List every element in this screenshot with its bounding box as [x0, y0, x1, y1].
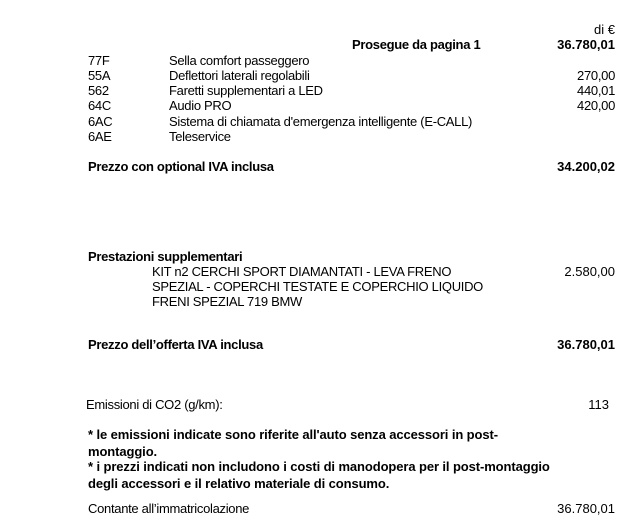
price-with-options-value: 34.200,02	[557, 159, 615, 174]
emissions-note: * le emissioni indicate sono riferite all'auto senza accessori in post-montaggio.	[88, 427, 498, 459]
option-description: Teleservice	[169, 129, 231, 144]
option-code: 6AE	[88, 129, 112, 144]
option-code: 64C	[88, 98, 111, 113]
additional-service-line: FRENI SPEZIAL 719 BMW	[152, 294, 302, 309]
option-row	[88, 129, 618, 145]
option-row	[88, 114, 618, 130]
carried-over-label: Prosegue da pagina 1	[352, 37, 481, 52]
price-with-options-label: Prezzo con optional IVA inclusa	[88, 159, 274, 174]
emissions-label: Emissioni di CO2 (g/km):	[86, 397, 223, 412]
option-row	[88, 68, 618, 84]
option-row	[88, 83, 618, 99]
additional-services-heading: Prestazioni supplementari	[88, 249, 243, 264]
cash-label: Contante all’immatricolazione	[88, 501, 250, 516]
option-description: Sella comfort passeggero	[169, 53, 310, 68]
offer-price-value: 36.780,01	[557, 337, 615, 352]
option-code: 562	[88, 83, 109, 98]
cash-value: 36.780,01	[557, 501, 615, 516]
option-row	[88, 98, 618, 114]
option-code: 55A	[88, 68, 111, 83]
option-description: Sistema di chiamata d'emergenza intelligente (E-CALL)	[169, 114, 473, 129]
option-price: 440,01	[577, 83, 615, 98]
prices-note: * i prezzi indicati non includono i costi di manodopera per il post-montaggio degli accessori e il relativo materiale di consumo.	[88, 459, 550, 491]
option-description: Audio PRO	[169, 98, 232, 113]
option-description: Faretti supplementari a LED	[169, 83, 323, 98]
carried-over-value: 36.780,01	[557, 37, 615, 52]
additional-service-line: KIT n2 CERCHI SPORT DIAMANTATI - LEVA FRENO	[152, 264, 452, 279]
option-price: 420,00	[577, 98, 615, 113]
option-price: 270,00	[577, 68, 615, 83]
additional-services-value: 2.580,00	[564, 264, 615, 279]
additional-service-line: SPEZIAL - COPERCHI TESTATE E COPERCHIO LIQUIDO	[152, 279, 483, 294]
option-code: 6AC	[88, 114, 113, 129]
currency-label: di €	[594, 22, 615, 37]
emissions-value: 113	[588, 397, 609, 412]
option-code: 77F	[88, 53, 110, 68]
option-row	[88, 53, 618, 69]
option-description: Deflettori laterali regolabili	[169, 68, 310, 83]
offer-price-label: Prezzo dell’offerta IVA inclusa	[88, 337, 263, 352]
